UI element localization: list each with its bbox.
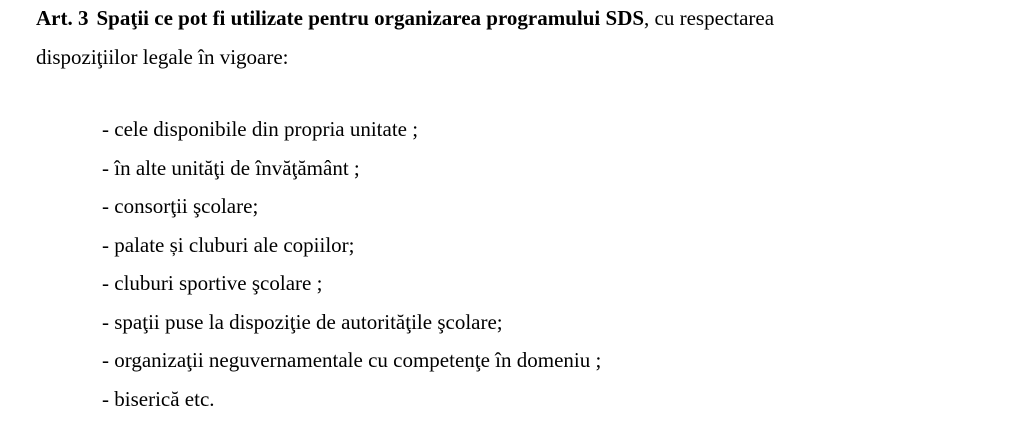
list-item: - organizaţii neguvernamentale cu competenţe în domeniu ;: [102, 348, 602, 372]
article-title: Spaţii ce pot fi utilizate pentru organizarea programului SDS: [96, 6, 645, 30]
spaces-list: [102, 110, 601, 418]
article-label: Art. 3: [36, 6, 89, 30]
article-heading: [36, 4, 774, 32]
article-continuation: dispoziţiilor legale în vigoare:: [36, 45, 289, 69]
list-item: - consorţii şcolare;: [102, 194, 259, 218]
list-item: - în alte unităţi de învăţământ ;: [102, 155, 360, 180]
list-item: - cluburi sportive şcolare ;: [102, 271, 323, 295]
article-title-rest: , cu respectarea: [644, 6, 775, 30]
list-item: - biserică etc.: [102, 386, 215, 411]
list-item: - palate și cluburi ale copiilor;: [102, 232, 355, 257]
list-item: - spaţii puse la dispoziţie de autorităţile şcolare;: [102, 309, 503, 334]
list-item: - cele disponibile din propria unitate ;: [102, 117, 419, 141]
